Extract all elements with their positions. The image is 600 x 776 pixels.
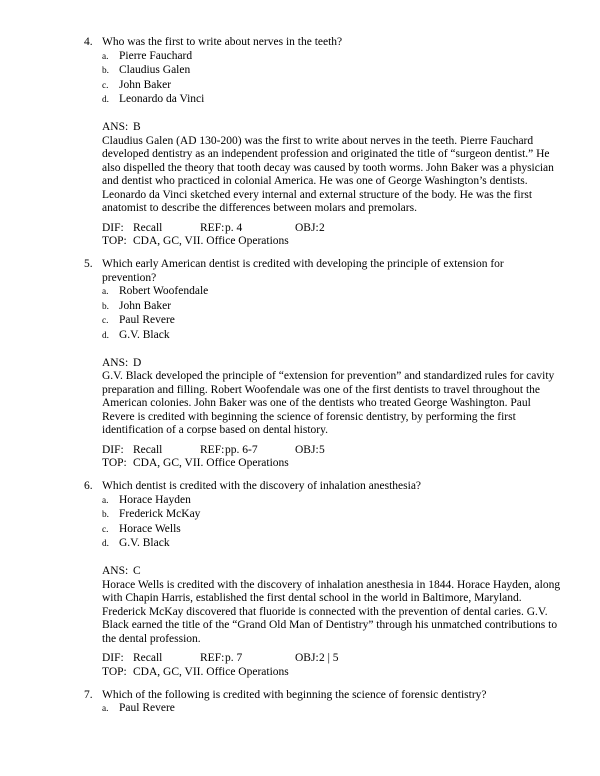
option-text: Horace Wells (119, 522, 181, 535)
meta-row-topic (102, 235, 572, 249)
meta-row-primary (102, 652, 572, 666)
question-text: Which dentist is credited with the discovery of inhalation anesthesia? (102, 480, 422, 492)
option-row (102, 508, 572, 523)
option-text: G.V. Black (119, 328, 170, 341)
answer-block (102, 565, 572, 646)
top-label: TOP: (102, 235, 127, 247)
question-item (84, 480, 572, 679)
option-letter: a. (102, 495, 109, 506)
top-value: CDA, GC, VII. Office Operations (133, 235, 289, 247)
option-list (84, 702, 572, 717)
option-text: Claudius Galen (119, 64, 191, 76)
option-text: John Baker (119, 78, 172, 91)
option-row (102, 64, 572, 79)
ref-value: p. 7 (225, 652, 243, 664)
option-letter: d. (102, 539, 109, 549)
obj-value: 5 (319, 443, 325, 456)
option-row (102, 50, 572, 65)
option-letter: a. (102, 287, 109, 297)
top-label: TOP: (102, 457, 127, 469)
ref-label: REF: (200, 221, 225, 234)
dif-label: DIF: (102, 221, 124, 234)
option-text: Paul Revere (119, 314, 175, 326)
option-row (102, 537, 572, 552)
option-letter: a. (102, 704, 109, 714)
question-text: Which of the following is credited with beginning the science of forensic dentistry? (102, 688, 487, 701)
dif-value: Recall (133, 652, 163, 664)
option-row (102, 285, 572, 300)
option-text: Frederick McKay (119, 508, 201, 520)
answer-label: ANS: (102, 356, 129, 369)
dif-label: DIF: (102, 443, 124, 456)
option-letter: b. (102, 66, 109, 76)
answer-row (102, 357, 572, 371)
question-row (84, 258, 572, 285)
option-row (102, 79, 572, 94)
option-text: Robert Woofendale (119, 285, 209, 297)
meta-row-topic (102, 666, 572, 680)
option-text: John Baker (119, 299, 172, 312)
dif-value: Recall (133, 443, 163, 456)
top-value: CDA, GC, VII. Office Operations (133, 457, 289, 469)
question-number: 7. (84, 688, 93, 701)
option-list (84, 494, 572, 552)
rationale-text: Horace Wells is credited with the discovery of inhalation anesthesia in 1844. Horace Hayden, along with Chapin Harris, established the first dental school in the world in Baltimore, Maryland. Frederick McKay discovered that fluoride is connected with the prevention of dental caries. G.V. Black earned the title of the “Grand Old Man of Dentistry” through his unmatched contributions to the dental profession. (102, 578, 561, 645)
question-item (84, 689, 572, 717)
option-row (102, 494, 572, 509)
answer-label: ANS: (102, 565, 129, 577)
rationale-text: Claudius Galen (AD 130-200) was the first to write about nerves in the teeth. Pierre Fauchard developed dentistry as an independent profession and originated the title of “surgeon dentist.” He also dispelled the theory that tooth decay was caused by tooth worms. John Baker was a physician and dentist who practiced in colonial America. He was one of George Washington’s dentists. Leonardo da Vinci sketched every internal and external structure of the body. He was the first anatomist to describe the differences between molars and premolars. (102, 134, 554, 214)
option-row (102, 702, 572, 717)
option-list (84, 50, 572, 108)
ref-label: REF: (200, 443, 225, 456)
obj-value: 2 (319, 221, 325, 234)
option-letter: a. (102, 51, 109, 62)
option-row (102, 300, 572, 315)
question-meta (102, 444, 572, 471)
question-meta (102, 652, 572, 679)
answer-value: D (133, 356, 142, 369)
option-row (102, 314, 572, 329)
question-number: 5. (84, 258, 93, 270)
option-letter: c. (102, 524, 109, 535)
obj-label: OBJ: (295, 652, 319, 664)
answer-row (102, 121, 572, 135)
question-row (84, 689, 572, 703)
obj-label: OBJ: (295, 443, 319, 456)
option-text: Paul Revere (119, 702, 175, 714)
rationale-text: G.V. Black developed the principle of “extension for prevention” and standardized rules for cavity preparation and filling. Robert Woofendale was one of the first dentists to travel throughout the American colonies. John Baker was one of the dentists who treated George Washington. Paul Revere is credited with beginning the science of forensic dentistry, by performing the first identification of a corpse based on dental history. (102, 370, 555, 436)
question-text: Who was the first to write about nerves in the teeth? (102, 36, 343, 48)
question-list (84, 36, 572, 717)
question-number: 4. (84, 36, 93, 48)
question-row (84, 36, 572, 50)
question-meta (102, 222, 572, 249)
dif-value: Recall (133, 221, 163, 234)
top-label: TOP: (102, 665, 127, 678)
ref-label: REF: (200, 652, 225, 664)
option-letter: c. (102, 80, 109, 91)
option-row (102, 523, 572, 538)
question-item (84, 258, 572, 471)
meta-row-topic (102, 457, 572, 471)
question-item (84, 36, 572, 249)
option-text: Pierre Fauchard (119, 49, 193, 62)
dif-label: DIF: (102, 652, 124, 664)
ref-value: p. 4 (225, 221, 243, 234)
obj-label: OBJ: (295, 221, 319, 234)
meta-row-primary (102, 444, 572, 458)
question-row (84, 480, 572, 494)
option-letter: c. (102, 316, 109, 326)
option-letter: b. (102, 301, 109, 312)
question-number: 6. (84, 480, 93, 492)
obj-value: 2 | 5 (319, 652, 339, 664)
meta-row-primary (102, 222, 572, 236)
answer-block (102, 357, 572, 438)
answer-row (102, 565, 572, 579)
answer-value: B (133, 121, 141, 133)
ref-value: pp. 6-7 (225, 443, 258, 456)
option-text: Leonardo da Vinci (119, 93, 205, 105)
option-letter: d. (102, 330, 109, 341)
option-text: G.V. Black (119, 537, 170, 549)
option-list (84, 285, 572, 343)
answer-label: ANS: (102, 121, 129, 133)
option-text: Horace Hayden (119, 493, 191, 506)
question-text: Which early American dentist is credited with developing the principle of extension for prevention? (102, 258, 504, 284)
option-row (102, 93, 572, 108)
option-row (102, 329, 572, 344)
answer-block (102, 121, 572, 216)
option-letter: d. (102, 95, 109, 105)
option-letter: b. (102, 510, 109, 520)
answer-value: C (133, 565, 141, 577)
top-value: CDA, GC, VII. Office Operations (133, 665, 289, 678)
